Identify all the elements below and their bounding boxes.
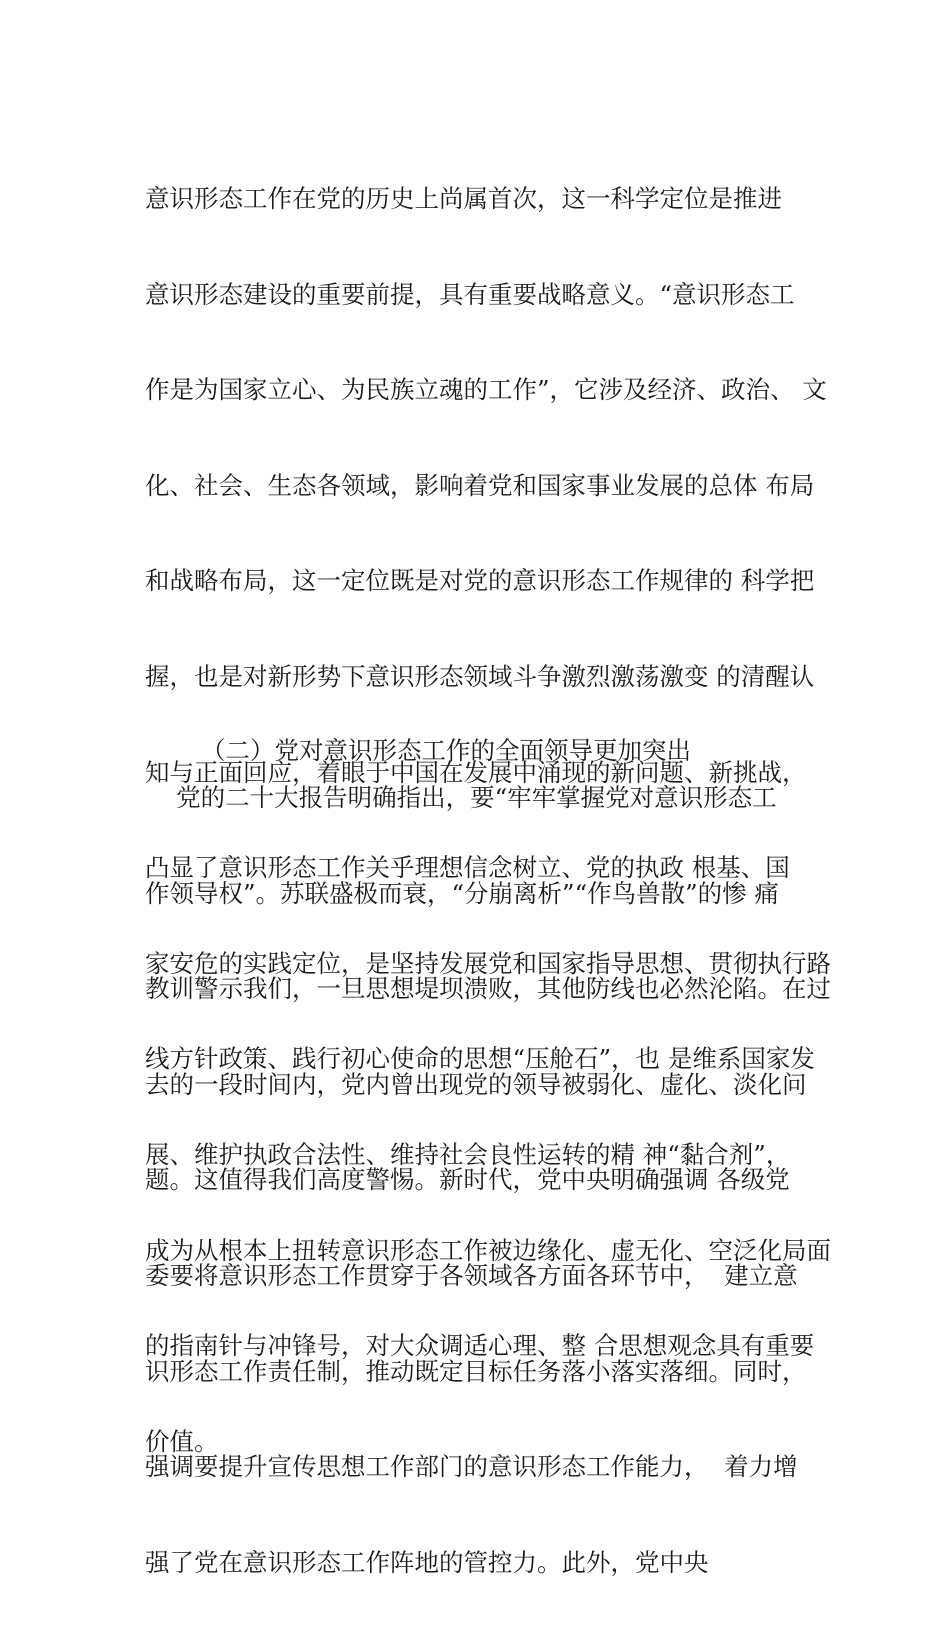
paragraph-line: 作是为国家立心、为民族立魂的工作”，它涉及经济、政治、 文	[145, 375, 827, 405]
paragraph-line: 委要将意识形态工作贯穿于各领域各方面各环节中， 建立意	[145, 1260, 798, 1290]
paragraph-line: 题。这值得我们高度警惕。新时代，党中央明确强调 各级党	[145, 1165, 790, 1195]
paragraph-line: 化、社会、生态各领域，影响着党和国家事业发展的总体 布局	[145, 470, 815, 500]
paragraph-line: 意识形态工作在党的历史上尚属首次，这一科学定位是推进	[145, 184, 782, 213]
paragraph-line: 识形态工作责任制，推动既定目标任务落小落实落细。同时，	[145, 1356, 807, 1386]
paragraph-line: 去的一段时间内，党内曾出现党的领导被弱化、虚化、淡化问	[145, 1069, 807, 1099]
body-paragraph-2	[145, 721, 845, 1639]
section-heading-text: （二）党对意识形态工作的全面领导更加突出	[201, 736, 691, 765]
paragraph-line: 强了党在意识形态工作阵地的管控力。此外，党中央	[145, 1547, 709, 1577]
paragraph-line: 价值。	[145, 1426, 219, 1456]
paragraph-line: 线方针政策、践行初心使命的思想“压舱石”，也 是维系国家发	[145, 1044, 815, 1074]
paragraph-line: 意识形态建设的重要前提，具有重要战略意义。“意识形态工	[145, 279, 795, 309]
paragraph-line: 和战略布局，这一定位既是对党的意识形态工作规律的 科学把	[145, 566, 815, 596]
paragraph-line: 作领导权”。苏联盛极而衰，“分崩离析”“作鸟兽散”的惨 痛	[145, 878, 779, 908]
paragraph-line: 展、维护执政合法性、维持社会良性运转的精 神“黏合剂”，	[145, 1139, 791, 1169]
paragraph-line: 教训警示我们，一旦思想堤坝溃败，其他防线也必然沦陷。在过	[145, 974, 831, 1004]
paragraph-line: 强调要提升宣传思想工作部门的意识形态工作能力， 着力增	[145, 1452, 798, 1482]
paragraph-line: 家安危的实践定位，是坚持发展党和国家指导思想、贯彻执行路	[145, 948, 831, 978]
paragraph-line: 知与正面回应，着眼于中国在发展中涌现的新问题、新挑战，	[145, 757, 807, 787]
paragraph-line: 成为从根本上扭转意识形态工作被边缘化、虚无化、空泛化局面	[145, 1235, 831, 1265]
paragraph-line: 握，也是对新形势下意识形态领域斗争激烈激荡激变 的清醒认	[145, 661, 815, 691]
paragraph-line: 的指南针与冲锋号，对大众调适心理、整 合思想观念具有重要	[145, 1331, 815, 1361]
paragraph-line: 凸显了意识形态工作关乎理想信念树立、党的执政 根基、国	[145, 853, 790, 883]
paragraph-line: 党的二十大报告明确指出，要“牢牢掌握党对意识形态工	[145, 783, 777, 812]
